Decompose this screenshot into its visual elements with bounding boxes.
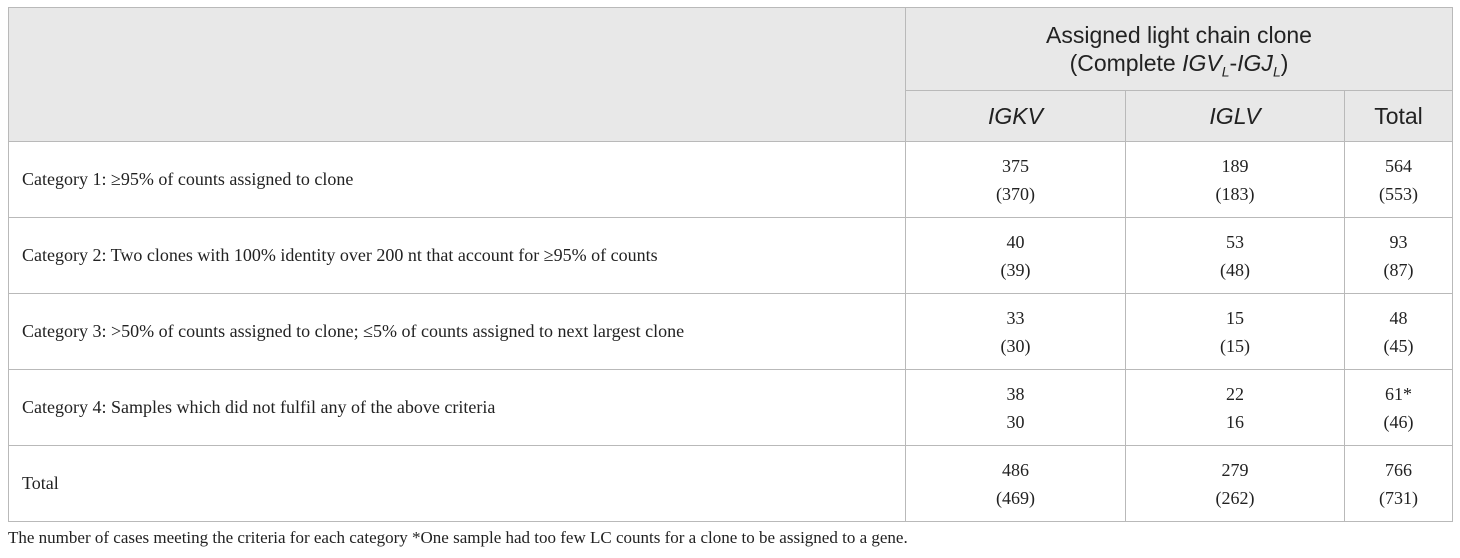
header-title-close: ) xyxy=(1280,50,1289,76)
row-label: Category 4: Samples which did not fulfil any of the above criteria xyxy=(9,370,906,446)
table-row xyxy=(9,218,1453,294)
cell-iglv xyxy=(1126,370,1345,446)
cell-value: 48 xyxy=(1389,307,1408,328)
cell-value: 53 xyxy=(1226,231,1244,252)
cell-value: 38 xyxy=(1006,383,1025,404)
cell-iglv xyxy=(1126,446,1345,522)
cell-value: 375 xyxy=(1002,155,1029,176)
cell-value-secondary: (731) xyxy=(1379,487,1418,508)
row-label: Category 2: Two clones with 100% identity over 200 nt that account for ≥95% of counts xyxy=(9,218,906,294)
cell-igkv xyxy=(906,294,1126,370)
cell-value: 279 xyxy=(1221,459,1249,480)
col-header-iglv: IGLV xyxy=(1126,91,1345,142)
cell-value: 15 xyxy=(1226,307,1244,328)
cell-value-secondary: 30 xyxy=(1006,411,1025,432)
cell-value-secondary: (370) xyxy=(996,183,1035,204)
header-title-line1: Assigned light chain clone xyxy=(1046,22,1312,48)
cell-value: 33 xyxy=(1006,307,1025,328)
cell-value-secondary: (553) xyxy=(1379,183,1418,204)
cell-total xyxy=(1345,142,1453,218)
cell-value-secondary: 16 xyxy=(1226,411,1244,432)
table-row xyxy=(9,294,1453,370)
row-label: Category 1: ≥95% of counts assigned to clone xyxy=(9,142,906,218)
cell-value: 22 xyxy=(1226,383,1244,404)
col-header-igkv: IGKV xyxy=(906,91,1126,142)
cell-value-secondary: (45) xyxy=(1383,335,1414,356)
cell-total xyxy=(1345,370,1453,446)
col-header-total: Total xyxy=(1345,91,1453,142)
cell-value-secondary: (15) xyxy=(1220,335,1250,356)
cell-total xyxy=(1345,218,1453,294)
row-label: Category 3: >50% of counts assigned to clone; ≤5% of counts assigned to next largest clone xyxy=(9,294,906,370)
cell-value: 40 xyxy=(1006,231,1025,252)
light-chain-clone-table xyxy=(8,7,1453,522)
table-row-total xyxy=(9,446,1453,522)
header-title-sub1: L xyxy=(1221,63,1230,80)
table-row xyxy=(9,142,1453,218)
table-row xyxy=(9,370,1453,446)
cell-igkv xyxy=(906,446,1126,522)
cell-iglv xyxy=(1126,142,1345,218)
cell-iglv xyxy=(1126,294,1345,370)
cell-value: 93 xyxy=(1389,231,1408,252)
header-group-title xyxy=(906,8,1453,91)
cell-value-secondary: (46) xyxy=(1383,411,1414,432)
cell-value-secondary: (469) xyxy=(996,487,1035,508)
table-container xyxy=(8,7,1452,522)
cell-value-secondary: (48) xyxy=(1220,259,1250,280)
cell-value-secondary: (39) xyxy=(1000,259,1031,280)
cell-value: 61* xyxy=(1385,383,1412,404)
table-footnote: The number of cases meeting the criteria for each category *One sample had too few LC counts for a clone to be assigned to a gene. xyxy=(8,528,908,547)
cell-iglv xyxy=(1126,218,1345,294)
header-row-1 xyxy=(9,8,1453,91)
row-label: Total xyxy=(9,446,906,522)
cell-value: 564 xyxy=(1385,155,1412,176)
cell-value-secondary: (183) xyxy=(1215,183,1255,204)
header-title-igj: IGJ xyxy=(1237,50,1273,76)
cell-total xyxy=(1345,294,1453,370)
cell-value: 766 xyxy=(1385,459,1412,480)
cell-value-secondary: (30) xyxy=(1000,335,1031,356)
header-title-sub2: L xyxy=(1272,63,1281,80)
cell-igkv xyxy=(906,370,1126,446)
cell-value-secondary: (262) xyxy=(1215,487,1255,508)
header-title-open: (Complete xyxy=(1069,50,1183,76)
header-title-dash: - xyxy=(1229,50,1238,76)
cell-value: 189 xyxy=(1221,155,1249,176)
cell-igkv xyxy=(906,218,1126,294)
header-empty-cell xyxy=(9,8,906,142)
cell-total xyxy=(1345,446,1453,522)
header-title-igv: IGV xyxy=(1182,50,1222,76)
cell-value: 486 xyxy=(1002,459,1029,480)
cell-igkv xyxy=(906,142,1126,218)
cell-value-secondary: (87) xyxy=(1383,259,1414,280)
